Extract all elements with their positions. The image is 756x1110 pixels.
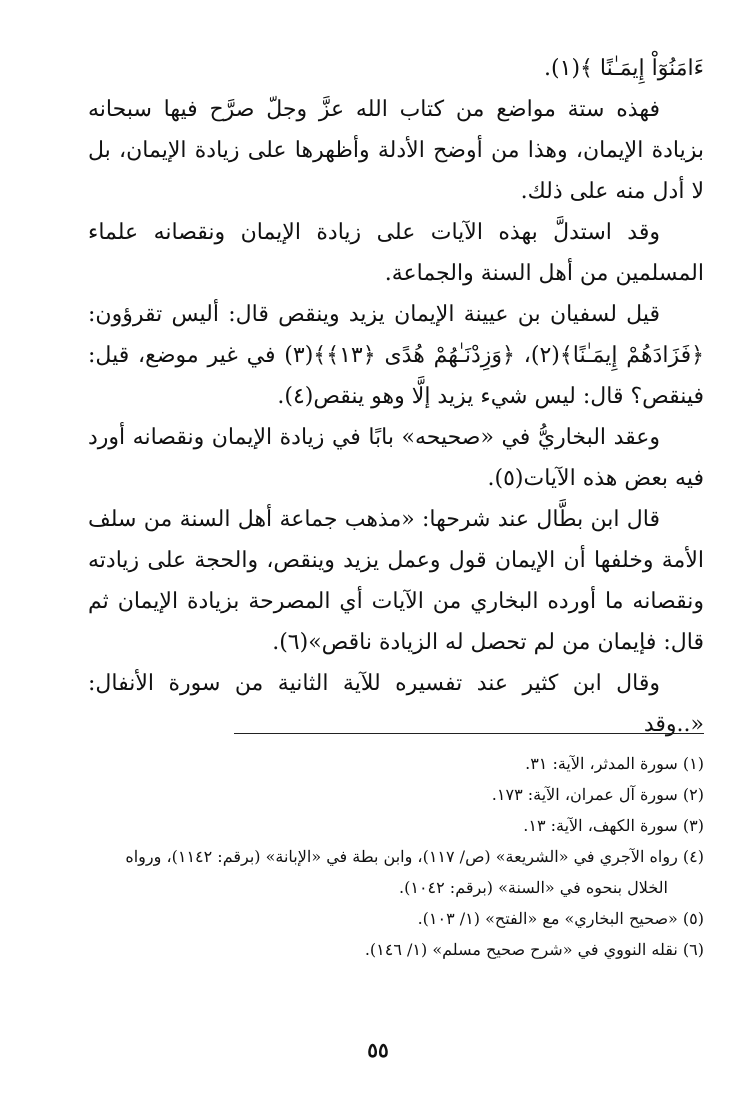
paragraph-six-places: فهذه ستة مواضع من كتاب الله عزَّ وجلّ صرَّح فيها سبحانه بزيادة الإيمان، وهذا من أوضح الأدلة وأظهرها على زيادة الإيمان، بل لا أدل منه على ذلك.	[88, 97, 704, 204]
paragraph-scholars: وقد استدلَّ بهذه الآيات على زيادة الإيمان ونقصانه علماء المسلمين من أهل السنة والجماعة.	[88, 220, 704, 286]
page-number: ٥٥	[367, 1038, 389, 1062]
page-body	[88, 48, 704, 745]
paragraph-sufyan: قيل لسفيان بن عيينة الإيمان يزيد وينقص قال: أليس تقرؤون: ﴿فَزَادَهُمْ إِيمَـٰنًا﴾(٢)، ﴿وَزِدْنَـٰهُمْ هُدًى ﴿١٣﴾﴾(٣) في غير موضع، قيل: فينقص؟ قال: ليس شيء يزيد إلَّا وهو ينقص(٤).	[88, 302, 705, 409]
footnote-separator	[234, 733, 704, 734]
footnote-3: (٣) سورة الكهف، الآية: ١٣.	[523, 816, 704, 835]
main-text	[88, 48, 704, 745]
footnote-2: (٢) سورة آل عمران، الآية: ١٧٣.	[491, 785, 704, 804]
footnote-5: (٥) «صحيح البخاري» مع «الفتح» (١/ ١٠٣).	[417, 909, 704, 928]
footnote-1: (١) سورة المدثر، الآية: ٣١.	[525, 754, 704, 773]
footnote-4: (٤) رواه الآجري في «الشريعة» (ص/ ١١٧)، وابن بطة في «الإبانة» (برقم: ١١٤٢)، ورواه	[125, 847, 704, 866]
footnotes	[88, 748, 704, 965]
footnote-4-continued: الخلال بنحوه في «السنة» (برقم: ١٠٤٢).	[399, 878, 668, 897]
footnote-6: (٦) نقله النووي في «شرح صحيح مسلم» (١/ ١٤٦).	[364, 940, 704, 959]
paragraph-quran-end: ءَامَنُوٓاْ إِيمَـٰنًا ﴾(١).	[544, 56, 704, 81]
paragraph-ibn-kathir: وقال ابن كثير عند تفسيره للآية الثانية من سورة الأنفال: «..وقد	[88, 671, 704, 737]
paragraph-bukhari: وعقد البخاريُّ في «صحيحه» بابًا في زيادة الإيمان ونقصانه أورد فيه بعض هذه الآيات(٥).	[88, 425, 704, 491]
paragraph-ibn-battal: قال ابن بطَّال عند شرحها: «مذهب جماعة أهل السنة من سلف الأمة وخلفها أن الإيمان قول وعمل يزيد وينقص، والحجة على زيادته ونقصانه ما أورده البخاري من الآيات أي المصرحة بزيادة الإيمان ثم قال: فإيمان من لم تحصل له الزيادة ناقص»(٦).	[88, 507, 704, 655]
